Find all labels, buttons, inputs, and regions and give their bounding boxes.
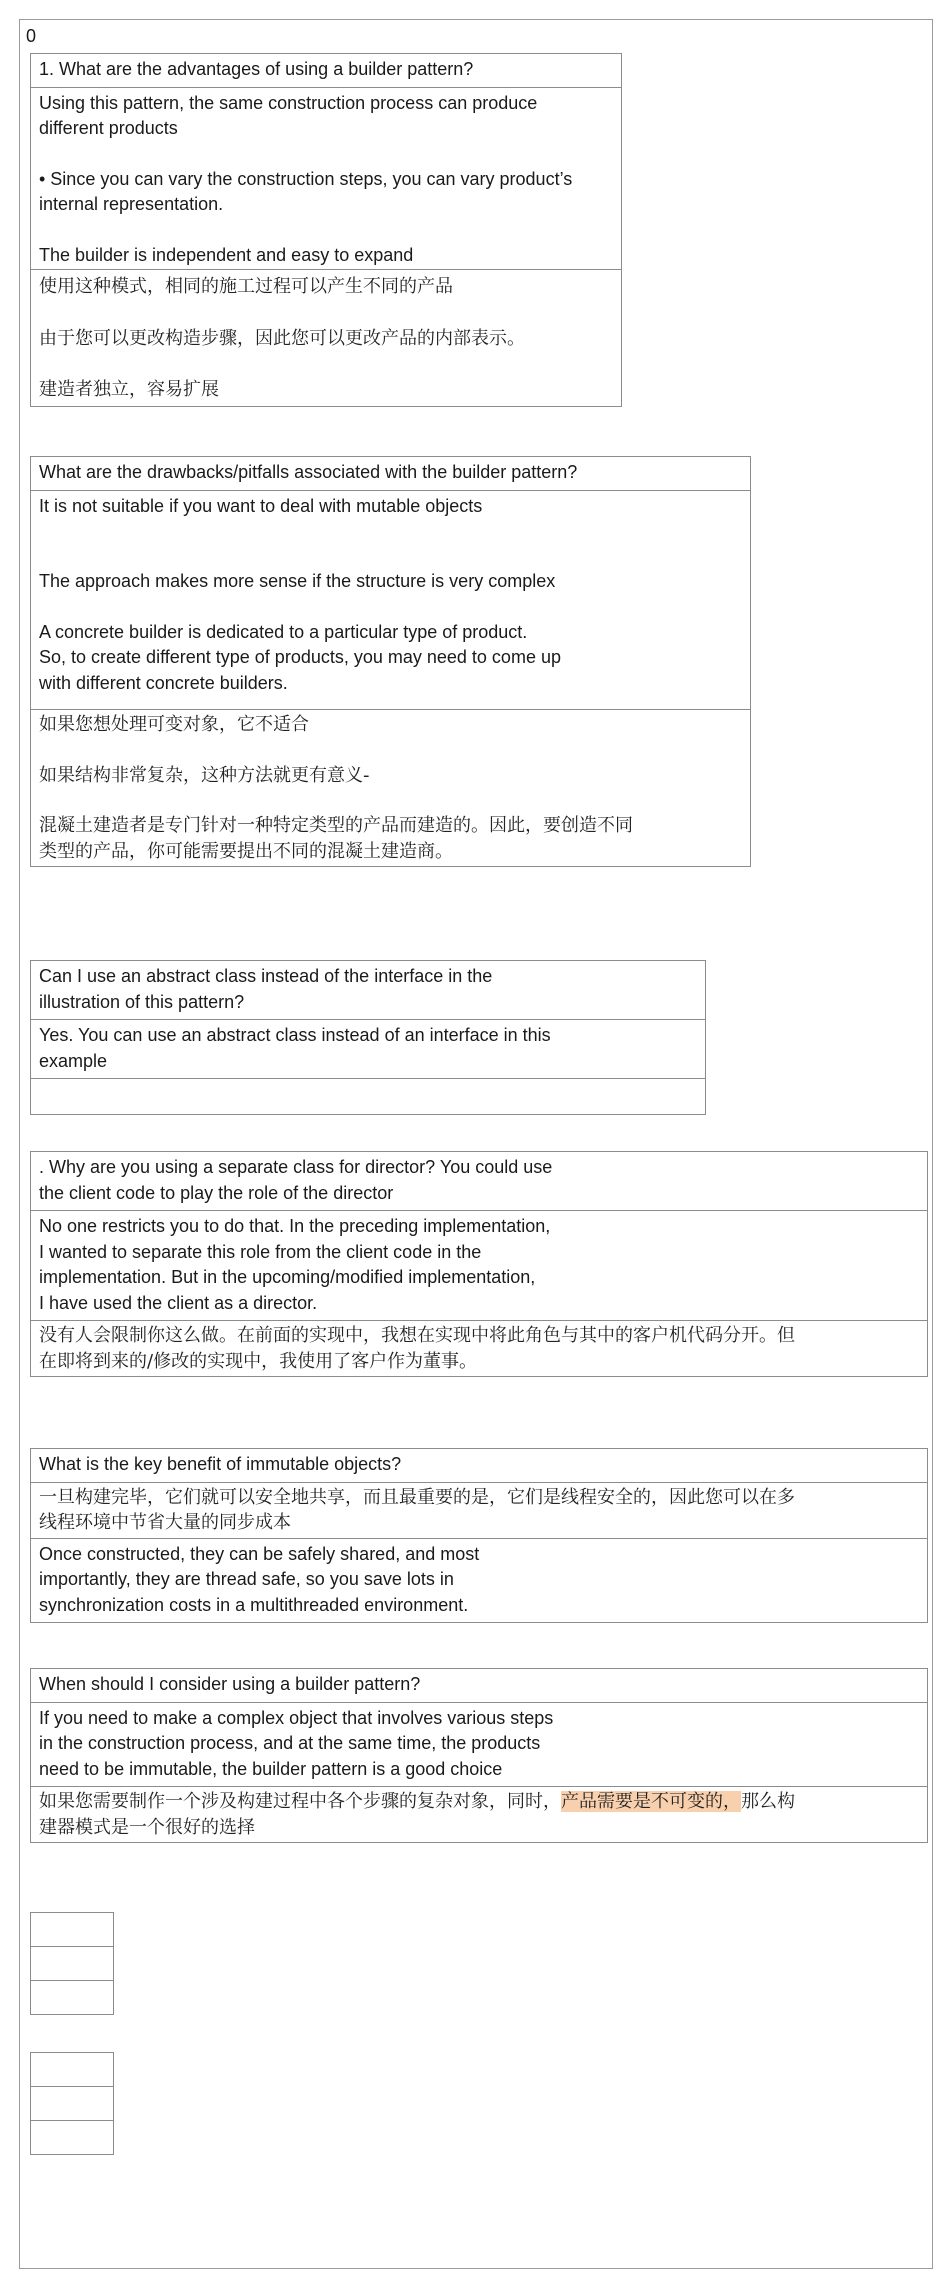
empty-table-2 bbox=[30, 2052, 114, 2155]
empty-cell bbox=[31, 1947, 114, 1981]
answer-zh-cell: 如果您想处理可变对象，它不适合 如果结构非常复杂，这种方法就更有意义- 混凝土建造者是专门针对一种特定类型的产品而建造的。因此，要创造不同 类型的产品，你可能需要提出不同的混凝土建造商。 bbox=[31, 710, 751, 867]
qa-table-director bbox=[30, 1151, 928, 1377]
empty-cell bbox=[31, 1913, 114, 1947]
answer-zh-cell: 没有人会限制你这么做。在前面的实现中，我想在实现中将此角色与其中的客户机代码分开。但 在即将到来的/修改的实现中，我使用了客户作为董事。 bbox=[31, 1321, 928, 1377]
question-cell: 1. What are the advantages of using a builder pattern? bbox=[31, 54, 622, 88]
qa-table-drawbacks bbox=[30, 456, 751, 867]
answer-en-cell: Using this pattern, the same construction process can produce different products • Since you can vary the construction steps, you can vary product’s internal representation. The builder is independent and easy to expand bbox=[31, 87, 622, 270]
empty-table-1 bbox=[30, 1912, 114, 2015]
answer-en-cell: Once constructed, they can be safely shared, and most importantly, they are thread safe, so you save lots in synchronization costs in a multithreaded environment. bbox=[31, 1538, 928, 1623]
empty-cell bbox=[31, 1981, 114, 2015]
answer-en-cell: Yes. You can use an abstract class instead of an interface in this example bbox=[31, 1020, 706, 1079]
qa-table-abstract-class bbox=[30, 960, 706, 1115]
answer-zh-cell-empty bbox=[31, 1079, 706, 1115]
question-cell: . Why are you using a separate class for director? You could use the client code to play the role of the director bbox=[31, 1152, 928, 1211]
answer-en-cell: It is not suitable if you want to deal with mutable objects The approach makes more sense if the structure is very complex A concrete builder is dedicated to a particular type of product. So, to create different type of products, you may need to come up with different concrete builders. bbox=[31, 490, 751, 710]
question-cell: What is the key benefit of immutable objects? bbox=[31, 1449, 928, 1483]
answer-zh-cell: 使用这种模式，相同的施工过程可以产生不同的产品 由于您可以更改构造步骤，因此您可以更改产品的内部表示。 建造者独立，容易扩展 bbox=[31, 270, 622, 407]
answer-zh-cell: 如果您需要制作一个涉及构建过程中各个步骤的复杂对象，同时，产品需要是不可变的，那么构 建器模式是一个很好的选择 bbox=[31, 1787, 928, 1843]
answer-zh-cell: 一旦构建完毕，它们就可以安全地共享，而且最重要的是，它们是线程安全的，因此您可以在多 线程环境中节省大量的同步成本 bbox=[31, 1482, 928, 1538]
empty-cell bbox=[31, 2053, 114, 2087]
question-cell: When should I consider using a builder pattern? bbox=[31, 1669, 928, 1703]
highlighted-text: 产品需要是不可变的， bbox=[561, 1791, 741, 1812]
page-number: 0 bbox=[26, 26, 37, 46]
question-cell: What are the drawbacks/pitfalls associated with the builder pattern? bbox=[31, 457, 751, 491]
empty-cell bbox=[31, 2087, 114, 2121]
empty-cell bbox=[31, 2121, 114, 2155]
qa-table-immutable bbox=[30, 1448, 928, 1623]
answer-en-cell: If you need to make a complex object that involves various steps in the construction process, and at the same time, the products need to be immutable, the builder pattern is a good choice bbox=[31, 1702, 928, 1787]
qa-table-when-to-use bbox=[30, 1668, 928, 1843]
qa-table-advantages bbox=[30, 53, 622, 407]
question-cell: Can I use an abstract class instead of the interface in the illustration of this pattern? bbox=[31, 961, 706, 1020]
answer-en-cell: No one restricts you to do that. In the preceding implementation, I wanted to separate this role from the client code in the implementation. But in the upcoming/modified implementation, I have used the client as a director. bbox=[31, 1211, 928, 1321]
